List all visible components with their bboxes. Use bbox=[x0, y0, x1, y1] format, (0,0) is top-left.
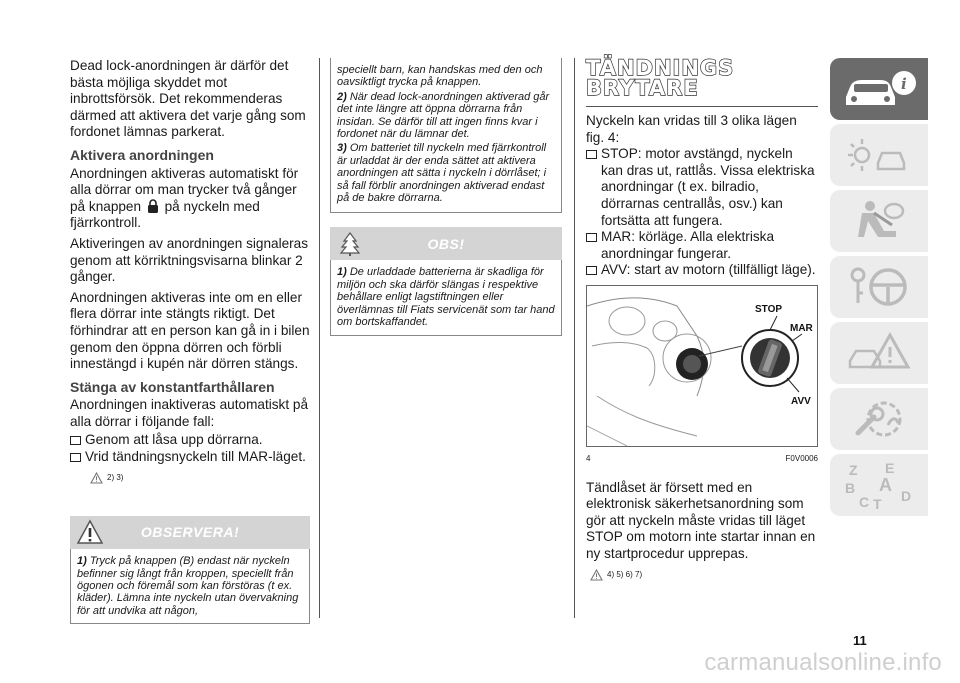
figure-code: F0V0006 bbox=[785, 453, 818, 463]
security-paragraph: Tändlåset är försett med en elektronisk säkerhetsanordning som gör att nyckeln måste vridas till läget STOP om motorn inte startar innan en ny startprocedur upprepas. bbox=[586, 479, 816, 561]
list-item-text: AVV: start av motorn (tillfälligt läge). bbox=[601, 262, 816, 278]
warning-triangle-icon bbox=[590, 569, 603, 581]
ignition-figure bbox=[586, 285, 818, 447]
note-text: Tryck på knappen (B) endast när nyckeln befinner sig långt från kroppen, speciellt från ögonen och föremål som kan förstöras (t ex. kläder). Lämna inte nyckeln utan övervakning för att undvika att någon, bbox=[77, 555, 299, 617]
tab-emergency[interactable] bbox=[830, 322, 928, 384]
dashboard-lights-icon bbox=[844, 133, 914, 177]
note-text: speciellt barn, kan handskas med den och oavsiktligt trycka på knappen. bbox=[337, 64, 543, 89]
index-letter: C bbox=[859, 494, 870, 510]
tab-safety[interactable] bbox=[830, 190, 928, 252]
note-header bbox=[70, 516, 310, 549]
car-info-icon bbox=[840, 67, 918, 111]
column-middle bbox=[330, 58, 562, 336]
note-number: 1) bbox=[337, 266, 347, 279]
note-item bbox=[337, 91, 555, 141]
lock-icon bbox=[147, 199, 159, 213]
tab-technical-data[interactable] bbox=[830, 454, 928, 516]
index-letter: D bbox=[901, 488, 912, 504]
bullet-square-icon bbox=[586, 233, 597, 242]
list-item bbox=[586, 262, 818, 279]
heading-deactivate: Stänga av konstantfarthållaren bbox=[70, 378, 275, 395]
tab-maintenance[interactable] bbox=[830, 388, 928, 450]
index-letter: Z bbox=[849, 462, 858, 478]
chapter-tabs bbox=[830, 58, 930, 520]
warning-reference bbox=[90, 470, 310, 487]
technical-data-icon bbox=[839, 459, 919, 511]
airbag-seat-icon bbox=[844, 197, 914, 245]
note-text: De urladdade batterierna är skadliga för miljön och ska därför slängas i respektive behållare enligt lagstiftningen eller överlämnas till Fiats servicenät som tar hand om bortskaffandet. bbox=[337, 266, 555, 329]
figure-caption bbox=[586, 451, 818, 468]
list-item bbox=[586, 229, 818, 262]
index-letter: B bbox=[845, 480, 856, 496]
column-divider bbox=[574, 58, 575, 618]
svg-text:i: i bbox=[901, 75, 907, 93]
note-number: 2) bbox=[337, 90, 347, 103]
ignition-switch-illustration bbox=[587, 286, 818, 447]
list-item bbox=[586, 146, 818, 229]
warning-ref-numbers: 4) 5) 6) 7) bbox=[607, 569, 643, 579]
note-text: Om batteriet till nyckeln med fjärrkontroll är urladdat är der enda sättet att aktivera anordningen att sätta i nyckeln i dörrlåset; i så fall förblir anordningen aktiverad endast på de bakre dörrarna. bbox=[337, 142, 547, 205]
tab-dashboard[interactable] bbox=[830, 124, 928, 186]
list-item-text: STOP: motor avstängd, nyckeln kan dras ut, rattlås. Vissa elektriska anordningar (t ex. bilradio, dörrarnas centrallås, osv.) kan fortsätta att fungera. bbox=[601, 146, 815, 228]
warning-ref-numbers: 2) 3) bbox=[107, 472, 124, 482]
note-header bbox=[330, 227, 562, 260]
note-number: 3) bbox=[337, 142, 347, 155]
section-title bbox=[586, 58, 818, 98]
list-item bbox=[70, 432, 310, 449]
note-box-observera bbox=[70, 516, 310, 624]
steering-key-icon bbox=[844, 263, 914, 311]
mar-label: MAR bbox=[790, 322, 813, 334]
figure-number: 4 bbox=[586, 453, 591, 463]
bullet-square-icon bbox=[586, 266, 597, 275]
column-right bbox=[586, 58, 818, 583]
note-number: 1) bbox=[77, 555, 87, 568]
warning-road-icon bbox=[844, 329, 914, 377]
stop-label: STOP bbox=[755, 303, 783, 315]
index-letter: A bbox=[879, 475, 892, 495]
note-item bbox=[337, 142, 555, 204]
note-box-obs bbox=[330, 227, 562, 335]
warning-reference bbox=[590, 567, 818, 584]
activate-text-b: på nyckeln med fjärrkontroll. bbox=[70, 198, 260, 231]
column-divider bbox=[319, 58, 320, 618]
bullet-square-icon bbox=[70, 453, 81, 462]
tab-starting-driving[interactable] bbox=[830, 256, 928, 318]
note-body bbox=[330, 260, 562, 335]
wrench-service-icon bbox=[844, 395, 914, 443]
activate-paragraph-1 bbox=[70, 166, 310, 232]
activate-text-a: Anordningen aktiveras automatiskt för alla dörrar om man trycker två gånger på knappen bbox=[70, 165, 299, 214]
list-item-text: MAR: körläge. Alla elektriska anordningar fungerar. bbox=[601, 229, 775, 261]
page-number: 11 bbox=[853, 633, 867, 648]
bullet-square-icon bbox=[70, 436, 81, 445]
deactivate-paragraph: Anordningen inaktiveras automatiskt på alla dörrar i följande fall: bbox=[70, 397, 309, 429]
index-letter: E bbox=[885, 460, 895, 476]
note-title: OBSERVERA! bbox=[140, 524, 240, 541]
section-title-line: BRYTARE bbox=[586, 76, 699, 100]
list-item bbox=[70, 449, 310, 466]
note-body bbox=[70, 549, 310, 624]
note-body-continued bbox=[330, 58, 562, 213]
intro-paragraph: Dead lock-anordningen är därför det bästa möjliga skyddet mot inbrottsförsök. Det rekommenderas därmed att aktivera det varje gång som fordonet lämnas parkerat. bbox=[70, 58, 306, 140]
avv-label: AVV bbox=[791, 395, 811, 407]
warning-triangle-icon bbox=[76, 518, 104, 546]
heading-activate: Aktivera anordningen bbox=[70, 146, 214, 163]
title-rule bbox=[586, 106, 818, 107]
watermark: carmanualsonline.info bbox=[704, 649, 942, 676]
column-left bbox=[70, 58, 310, 624]
index-letter: T bbox=[873, 496, 882, 511]
warning-triangle-icon bbox=[90, 472, 103, 484]
list-item-text: Vrid tändningsnyckeln till MAR-läget. bbox=[85, 449, 306, 465]
section-title-line: TÄNDNINGS bbox=[586, 56, 735, 80]
bullet-square-icon bbox=[586, 150, 597, 159]
tab-car-info[interactable] bbox=[830, 58, 928, 120]
list-item-text: Genom att låsa upp dörrarna. bbox=[85, 432, 263, 448]
note-text: När dead lock-anordningen aktiverad går det inte längre att öppna dörrarna från insidan. Se därför till att ingen finns kvar i fordonet när du lämnar det. bbox=[337, 90, 550, 141]
activate-paragraph-3: Anordningen aktiveras inte om en eller flera dörrar inte stängts riktigt. Det förhindrar att en person kan gå in i bilen genom den öppna dörren och förbli innestängd i kupén när dörren stängs. bbox=[70, 289, 310, 372]
note-title: OBS! bbox=[427, 235, 465, 252]
intro-paragraph: Nyckeln kan vridas till 3 olika lägen fig. 4: bbox=[586, 113, 797, 145]
activate-paragraph-2: Aktiveringen av anordningen signaleras genom att körriktningsvisarna blinkar 2 gånger. bbox=[70, 235, 309, 285]
tree-environment-icon bbox=[336, 229, 364, 257]
